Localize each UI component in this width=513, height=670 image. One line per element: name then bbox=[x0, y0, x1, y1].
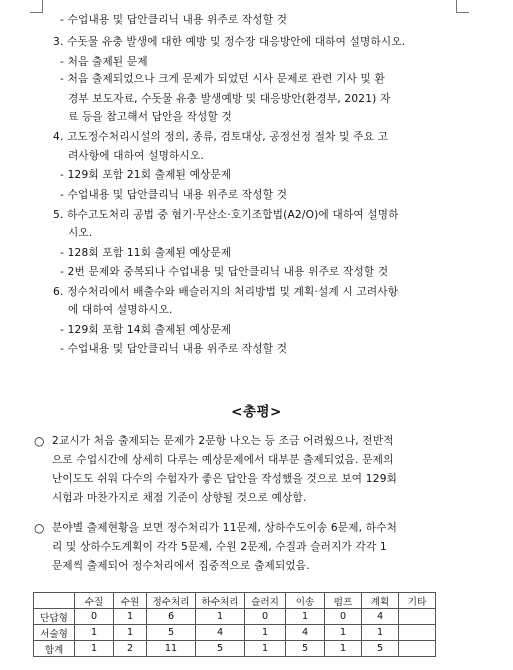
review-line: 시험과 마찬가지로 채점 기준이 상향될 것으로 예상함. bbox=[52, 492, 307, 504]
table-cell bbox=[399, 609, 436, 625]
table-header-cell: 펌프 bbox=[325, 593, 362, 609]
table-cell: 4 bbox=[362, 609, 399, 625]
note-line-continued: 료 등을 참고해서 답안을 작성할 것 bbox=[68, 111, 232, 123]
review-heading: <총평> bbox=[231, 404, 282, 420]
table-cell bbox=[399, 641, 436, 657]
review-line: 리 및 상하수도계획이 각각 5문제, 수원 2문제, 수질과 슬러지가 각각 1 bbox=[52, 541, 387, 553]
table-cell: 4 bbox=[196, 625, 245, 641]
table-row-label: 단답형 bbox=[34, 609, 75, 625]
note-line: - 처음 출제되었으나 크게 문제가 되었던 시사 문제로 관련 기사 및 환 bbox=[60, 73, 385, 85]
question-4-line: 4. 고도정수처리시설의 정의, 종류, 검토대상, 공정선정 절차 및 주요 고 bbox=[53, 131, 389, 143]
table-row bbox=[34, 641, 436, 657]
table-header-cell: 계획 bbox=[362, 593, 399, 609]
question-3-line: 3. 수돗물 유충 발생에 대한 예방 및 정수장 대응방안에 대하여 설명하시오. bbox=[53, 36, 406, 48]
table-cell: 0 bbox=[245, 609, 286, 625]
table-row-label: 서술형 bbox=[34, 625, 75, 641]
table-cell: 1 bbox=[75, 641, 114, 657]
table-cell: 1 bbox=[325, 641, 362, 657]
exam-statistics-table bbox=[33, 592, 436, 657]
note-line: - 수업내용 및 답안클리닉 내용 위주로 작성할 것 bbox=[60, 14, 288, 26]
note-line: - 수업내용 및 답안클리닉 내용 위주로 작성할 것 bbox=[60, 189, 288, 201]
table-cell: 1 bbox=[245, 625, 286, 641]
note-line: - 128회 포함 11회 출제된 예상문제 bbox=[60, 247, 232, 259]
table-header-cell: 슬러지 bbox=[245, 593, 286, 609]
table-cell: 1 bbox=[114, 625, 147, 641]
note-line: - 129회 포함 21회 출제된 예상문제 bbox=[60, 169, 232, 181]
review-line: 으로 수업시간에 상세히 다루는 예상문제에서 대부분 출제되었음. 문제의 bbox=[52, 454, 394, 466]
question-6-line-continued: 에 대하여 설명하시오. bbox=[68, 304, 173, 316]
page-corner-mark-right bbox=[456, 0, 469, 13]
note-line: - 처음 출제된 문제 bbox=[60, 56, 148, 68]
table-cell: 5 bbox=[286, 641, 325, 657]
note-line: - 2번 문제와 중복되나 수업내용 및 답안클리닉 내용 위주로 작성할 것 bbox=[60, 266, 389, 278]
table-header-cell: 정수처리 bbox=[147, 593, 196, 609]
table-cell: 0 bbox=[325, 609, 362, 625]
table-cell: 1 bbox=[75, 625, 114, 641]
table-row bbox=[34, 625, 436, 641]
review-line: 문제씩 출제되어 정수처리에서 집중적으로 출제되었음. bbox=[52, 560, 310, 572]
table-header-row bbox=[34, 593, 436, 609]
table-row-label: 합계 bbox=[34, 641, 75, 657]
question-5-line: 5. 하수고도처리 공법 중 혐기·무산소·호기조합법(A2/O)에 대하여 설명하 bbox=[53, 209, 399, 221]
table-header-cell: 수질 bbox=[75, 593, 114, 609]
table-cell: 0 bbox=[75, 609, 114, 625]
table-header-cell bbox=[34, 593, 75, 609]
note-line: - 수업내용 및 답안클리닉 내용 위주로 작성할 것 bbox=[60, 343, 288, 355]
question-4-line-continued: 려사항에 대하여 설명하시오. bbox=[68, 150, 204, 162]
table-cell: 1 bbox=[286, 609, 325, 625]
table-cell: 11 bbox=[147, 641, 196, 657]
table-cell: 1 bbox=[114, 609, 147, 625]
table-header-cell: 이송 bbox=[286, 593, 325, 609]
table-cell: 2 bbox=[114, 641, 147, 657]
note-line-continued: 경부 보도자료, 수돗물 유충 발생예방 및 대응방안(환경부, 2021) 자 bbox=[68, 93, 391, 105]
note-line: - 129회 포함 14회 출제된 예상문제 bbox=[60, 324, 232, 336]
table-cell: 5 bbox=[196, 641, 245, 657]
question-5-line-continued: 시오. bbox=[68, 227, 93, 239]
review-line: 분야별 출제현황을 보면 정수처리가 11문제, 상하수도이송 6문제, 하수처 bbox=[52, 522, 398, 534]
table-header-cell: 기타 bbox=[399, 593, 436, 609]
table-cell: 1 bbox=[245, 641, 286, 657]
table-cell: 1 bbox=[196, 609, 245, 625]
table-header-cell: 하수처리 bbox=[196, 593, 245, 609]
review-line: 2교시가 처음 출제되는 문제가 2문항 나오는 등 조금 어려웠으나, 전반적 bbox=[52, 435, 394, 447]
circle-bullet-icon: ○ bbox=[34, 434, 45, 448]
table-header-cell: 수원 bbox=[114, 593, 147, 609]
table-cell: 1 bbox=[325, 625, 362, 641]
table-cell bbox=[399, 625, 436, 641]
table-cell: 5 bbox=[362, 641, 399, 657]
table-row bbox=[34, 609, 436, 625]
table-cell: 4 bbox=[286, 625, 325, 641]
table-cell: 1 bbox=[362, 625, 399, 641]
table-cell: 6 bbox=[147, 609, 196, 625]
page-corner-mark-left bbox=[30, 0, 43, 13]
table-cell: 5 bbox=[147, 625, 196, 641]
circle-bullet-icon: ○ bbox=[34, 521, 45, 535]
review-line: 난이도도 쉬워 다수의 수험자가 좋은 답안을 작성했을 것으로 보여 129회 bbox=[52, 473, 398, 485]
question-6-line: 6. 정수처리에서 배출수와 배슬러지의 처리방법 및 계획·설계 시 고려사항 bbox=[53, 286, 399, 298]
